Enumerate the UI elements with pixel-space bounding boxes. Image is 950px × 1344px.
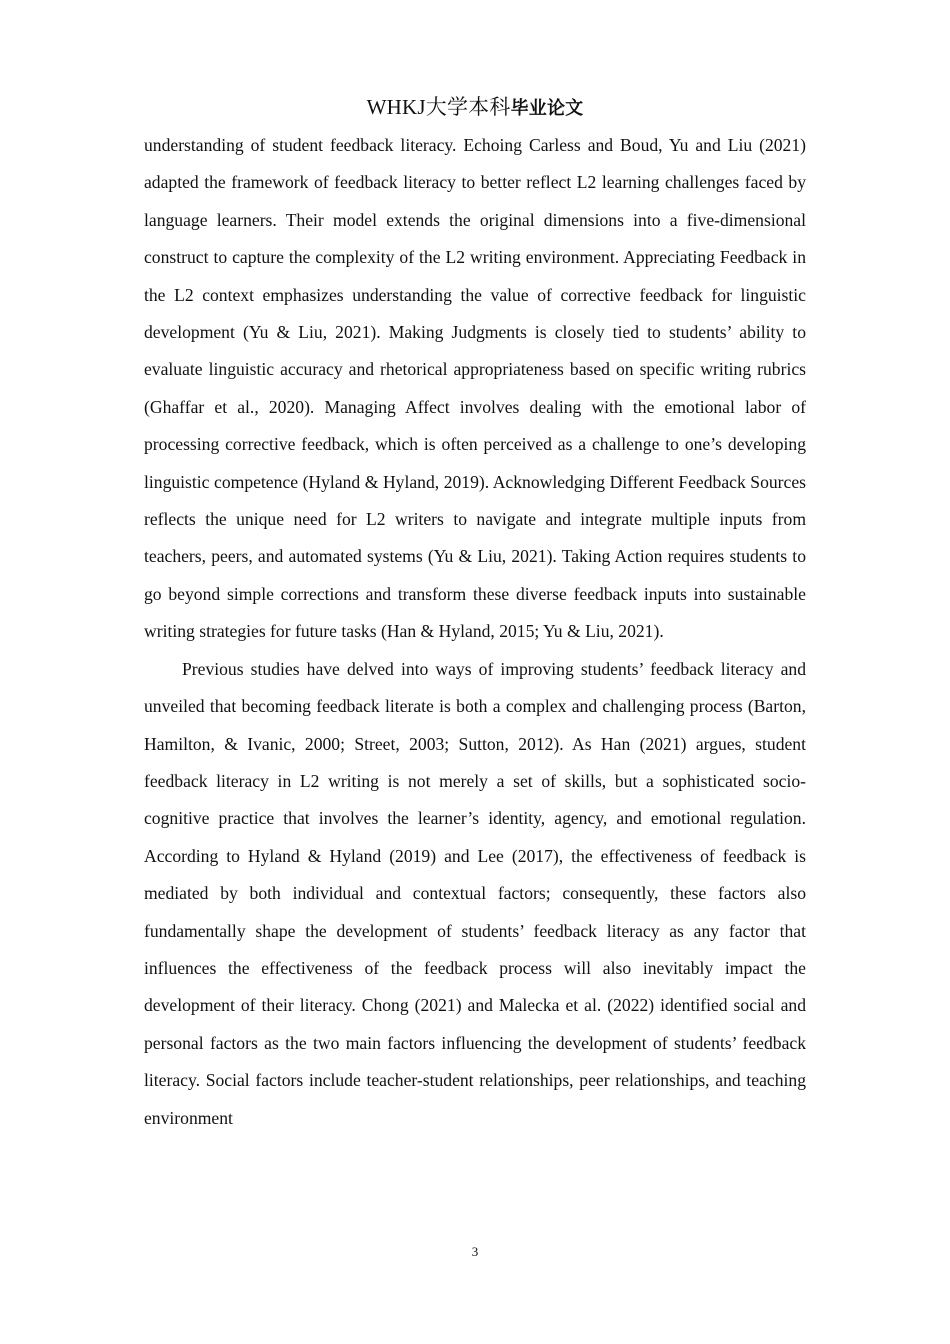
paragraph-2: Previous studies have delved into ways of improving students’ feedback literacy and unveiled that becoming feedback literate is both a complex and challenging process (Barton, Hamilton, & Ivanic, 2000; Street, 2003; Sutton, 2012). As Han (2021) argues, student feedback literacy in L2 writing is not merely a set of skills, but a sophisticated socio-cognitive practice that involves the learner’s identity, agency, and emotional regulation. According to Hyland & Hyland (2019) and Lee (2017), the effectiveness of feedback is mediated by both individual and contextual factors; consequently, these factors also fundamentally shape the development of students’ feedback literacy as any factor that influences the effectiveness of the feedback process will also inevitably impact the development of their literacy. Chong (2021) and Malecka et al. (2022) identified social and personal factors as the two main factors influencing the development of students’ feedback literacy. Social factors include teacher-student relationships, peer relationships, and teaching environment [144,658,806,1128]
paragraph-1: understanding of student feedback literacy. Echoing Carless and Boud, Yu and Liu (2021) adapted the framework of feedback literacy to better reflect L2 learning challenges faced by language learners. Their model extends the original dimensions into a five-dimensional construct to capture the complexity of the L2 writing environment. Appreciating Feedback in the L2 context emphasizes understanding the value of corrective feedback for linguistic development (Yu & Liu, 2021). Making Judgments is closely tied to students’ ability to evaluate linguistic accuracy and rhetorical appropriateness based on specific writing rubrics (Ghaffar et al., 2020). Managing Affect involves dealing with the emotional labor of processing corrective feedback, which is often perceived as a challenge to one’s developing linguistic competence (Hyland & Hyland, 2019). Acknowledging Different Feedback Sources reflects the unique need for L2 writers to navigate and integrate multiple inputs from teachers, peers, and automated systems (Yu & Liu, 2021). Taking Action requires students to go beyond simple corrections and transform these diverse feedback inputs into sustainable writing strategies for future tasks (Han & Hyland, 2015; Yu & Liu, 2021). [144,135,806,642]
header-title-prefix: WHKJ大学本科 [366,95,511,119]
header-title-suffix: 毕业论文 [510,98,584,119]
page-number: 3 [471,1244,479,1259]
body-text [144,127,806,1137]
running-header [0,93,950,123]
